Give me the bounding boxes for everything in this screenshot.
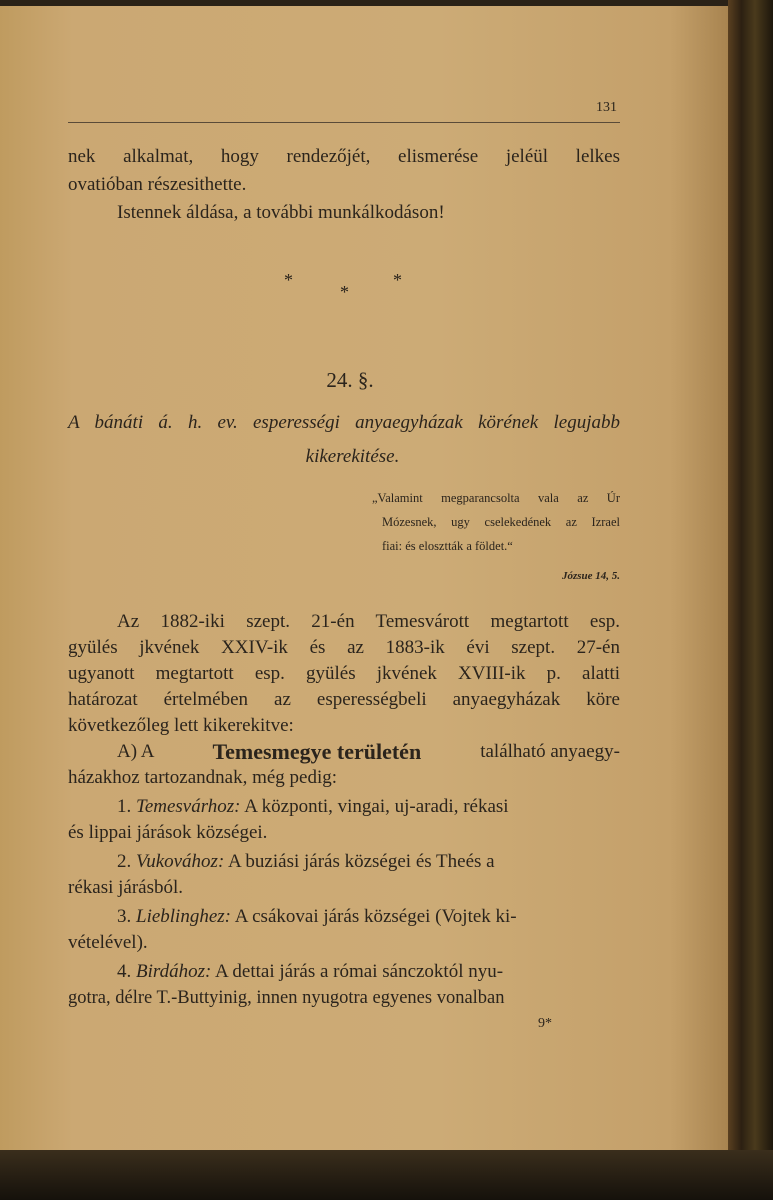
book-binding: [728, 0, 773, 1200]
epigraph-line: fiai: és elosztták a földet.“: [382, 539, 513, 553]
list-item: [117, 960, 620, 984]
item-name: Vukovához:: [136, 851, 225, 872]
list-item: [117, 795, 620, 819]
item-number: 4.: [117, 961, 132, 982]
point-a-bold: Temesmegye területén: [212, 739, 422, 764]
epigraph-line: „Valamint megparancsolta vala az Úr: [372, 491, 620, 505]
text-line: gotra, délre T.-Buttyinig, innen nyugotra egyenes vonalban: [68, 988, 505, 1008]
text-line: ovatióban részesithette.: [68, 174, 247, 195]
text-line: következőleg lett kikerekitve:: [68, 715, 294, 736]
asterism-star: *: [284, 270, 293, 290]
text-line: gyülés jkvének XXIV-ik és az 1883-ik évi szept. 27-én: [68, 637, 620, 658]
asterism-star: *: [340, 282, 349, 302]
text-line: és lippai járások községei.: [68, 822, 268, 843]
item-text: A dettai járás a római sánczoktól nyu-: [211, 961, 504, 982]
section-number: 24. §.: [326, 368, 374, 392]
text-line: házakhoz tartozandnak, még pedig:: [68, 767, 338, 788]
item-name: Birdához:: [136, 961, 212, 982]
signature-mark: 9*: [538, 1016, 552, 1031]
epigraph-line: Mózesnek, ugy cselekedének az Izrael: [382, 515, 620, 529]
text-line: vételével).: [68, 932, 148, 953]
item-number: 3.: [117, 906, 132, 927]
text-line: határozat értelmében az esperességbeli anyaegyházak köre: [68, 689, 620, 710]
epigraph-source: Józsue 14, 5.: [561, 570, 620, 582]
item-name: Lieblinghez:: [136, 906, 231, 927]
item-name: Temesvárhoz:: [136, 796, 241, 817]
item-number: 2.: [117, 851, 132, 872]
page-number: 131: [596, 100, 617, 115]
text-line: nek alkalmat, hogy rendezőjét, elismerése jeléül lelkes: [68, 146, 620, 167]
asterism-star: *: [393, 270, 402, 290]
item-text: A csákovai járás községei (Vojtek ki-: [231, 906, 517, 927]
point-a: [117, 740, 620, 764]
text-line: rékasi járásból.: [68, 877, 184, 898]
item-text: A buziási járás községei és Theés a: [224, 851, 495, 872]
item-number: 1.: [117, 796, 132, 817]
header-rule: [68, 122, 620, 123]
text-line: Istennek áldása, a további munkálkodáson!: [117, 202, 445, 223]
text-line: ugyanott megtartott esp. gyülés jkvének XVIII-ik p. alatti: [68, 663, 620, 684]
page-bottom-edge: [0, 1150, 773, 1200]
list-item: [117, 850, 620, 874]
item-text: A központi, vingai, uj-aradi, rékasi: [240, 796, 509, 817]
section-title: kikerekitése.: [305, 446, 400, 467]
text-line: Az 1882-iki szept. 21-én Temesvárott megtartott esp.: [117, 611, 620, 632]
point-a-rest: található anyaegy-: [475, 741, 620, 762]
section-title: A bánáti á. h. ev. esperességi anyaegyházak körének legujabb: [68, 412, 620, 433]
list-item: [117, 905, 620, 929]
point-a-prefix: A) A: [117, 741, 159, 762]
